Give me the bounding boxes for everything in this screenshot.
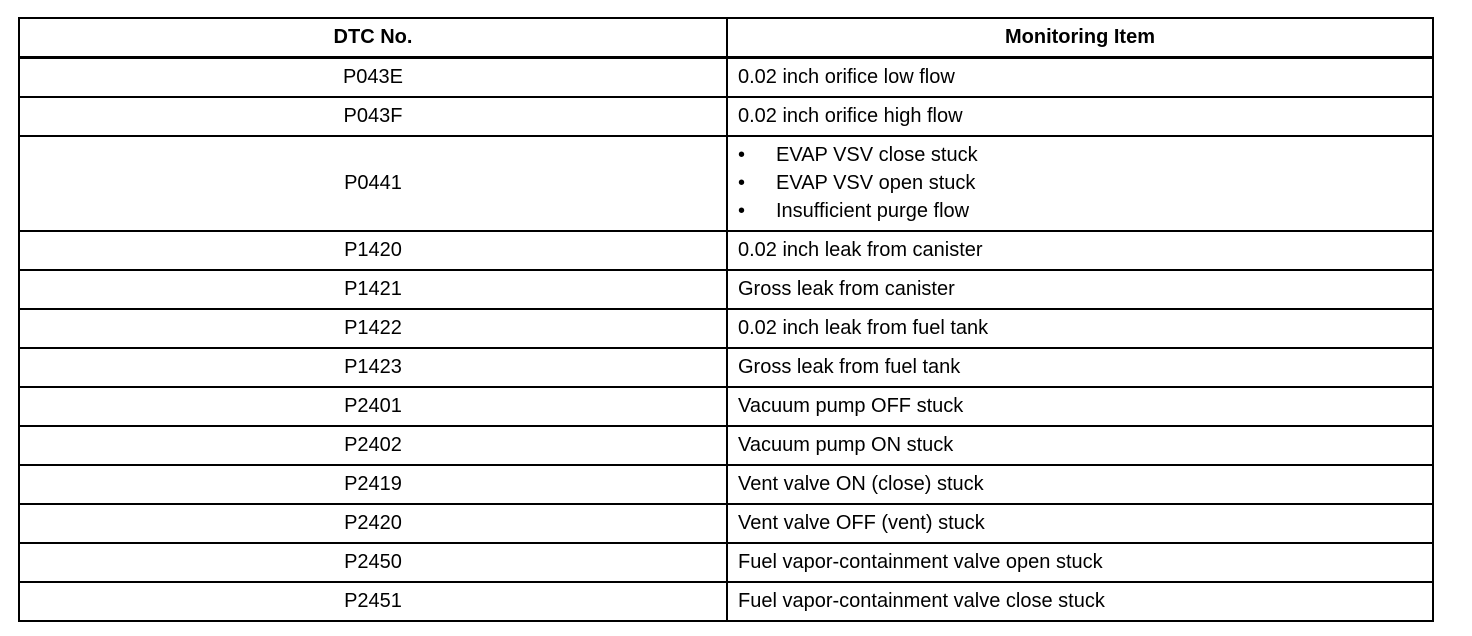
table-row	[20, 308, 1432, 347]
monitoring-item-cell	[728, 137, 1432, 230]
monitoring-item-cell	[728, 232, 1432, 269]
monitoring-item-text: 0.02 inch leak from canister	[738, 239, 983, 261]
monitoring-item-text: 0.02 inch orifice low flow	[738, 66, 955, 88]
list-item	[738, 142, 978, 170]
table-header-row	[20, 19, 1432, 57]
monitoring-item-text: Fuel vapor-containment valve open stuck	[738, 551, 1103, 573]
monitoring-item-text: 0.02 inch orifice high flow	[738, 105, 963, 127]
dtc-monitoring-table	[18, 17, 1434, 622]
dtc-code-cell: P2419	[20, 466, 728, 503]
monitoring-item-text: EVAP VSV open stuck	[776, 172, 976, 194]
monitoring-item-list	[738, 142, 978, 226]
dtc-code-cell: P043E	[20, 59, 728, 96]
dtc-code-cell: P1422	[20, 310, 728, 347]
table-row	[20, 347, 1432, 386]
bullet-icon: •	[738, 172, 746, 194]
bullet-icon: •	[738, 144, 746, 166]
monitoring-item-cell	[728, 427, 1432, 464]
table-row	[20, 503, 1432, 542]
dtc-code-cell: P0441	[20, 137, 728, 230]
table-row	[20, 135, 1432, 230]
header-dtc-no: DTC No.	[20, 19, 728, 56]
table-row	[20, 269, 1432, 308]
monitoring-item-text: 0.02 inch leak from fuel tank	[738, 317, 989, 339]
monitoring-item-text: Gross leak from canister	[738, 278, 955, 300]
table-row	[20, 542, 1432, 581]
dtc-code-cell: P2420	[20, 505, 728, 542]
monitoring-item-cell	[728, 310, 1432, 347]
dtc-code-cell: P2451	[20, 583, 728, 620]
dtc-code-cell: P2402	[20, 427, 728, 464]
dtc-code-cell: P2450	[20, 544, 728, 581]
dtc-code-cell: P1420	[20, 232, 728, 269]
table-row	[20, 464, 1432, 503]
monitoring-item-cell	[728, 271, 1432, 308]
monitoring-item-cell	[728, 98, 1432, 135]
table-row	[20, 425, 1432, 464]
table-row	[20, 581, 1432, 620]
dtc-code-cell: P1423	[20, 349, 728, 386]
dtc-code-cell: P1421	[20, 271, 728, 308]
monitoring-item-text: Fuel vapor-containment valve close stuck	[738, 590, 1105, 612]
dtc-code-cell: P2401	[20, 388, 728, 425]
header-monitoring-item: Monitoring Item	[1005, 26, 1155, 48]
monitoring-item-cell	[728, 59, 1432, 96]
list-item	[738, 198, 978, 226]
monitoring-item-cell	[728, 388, 1432, 425]
monitoring-item-cell	[728, 544, 1432, 581]
monitoring-item-cell	[728, 583, 1432, 620]
monitoring-item-text: EVAP VSV close stuck	[776, 144, 978, 166]
table-row	[20, 386, 1432, 425]
table-row	[20, 96, 1432, 135]
monitoring-item-text: Vent valve ON (close) stuck	[738, 473, 984, 495]
table-row	[20, 230, 1432, 269]
monitoring-item-text: Vent valve OFF (vent) stuck	[738, 512, 985, 534]
monitoring-item-cell	[728, 466, 1432, 503]
monitoring-item-cell	[728, 349, 1432, 386]
monitoring-item-text: Insufficient purge flow	[776, 200, 970, 222]
monitoring-item-text: Vacuum pump OFF stuck	[738, 395, 964, 417]
table-row	[20, 57, 1432, 96]
dtc-code-cell: P043F	[20, 98, 728, 135]
list-item	[738, 170, 978, 198]
monitoring-item-cell	[728, 505, 1432, 542]
bullet-icon: •	[738, 200, 746, 222]
table-body	[20, 57, 1432, 620]
monitoring-item-text: Gross leak from fuel tank	[738, 356, 961, 378]
monitoring-item-text: Vacuum pump ON stuck	[738, 434, 954, 456]
